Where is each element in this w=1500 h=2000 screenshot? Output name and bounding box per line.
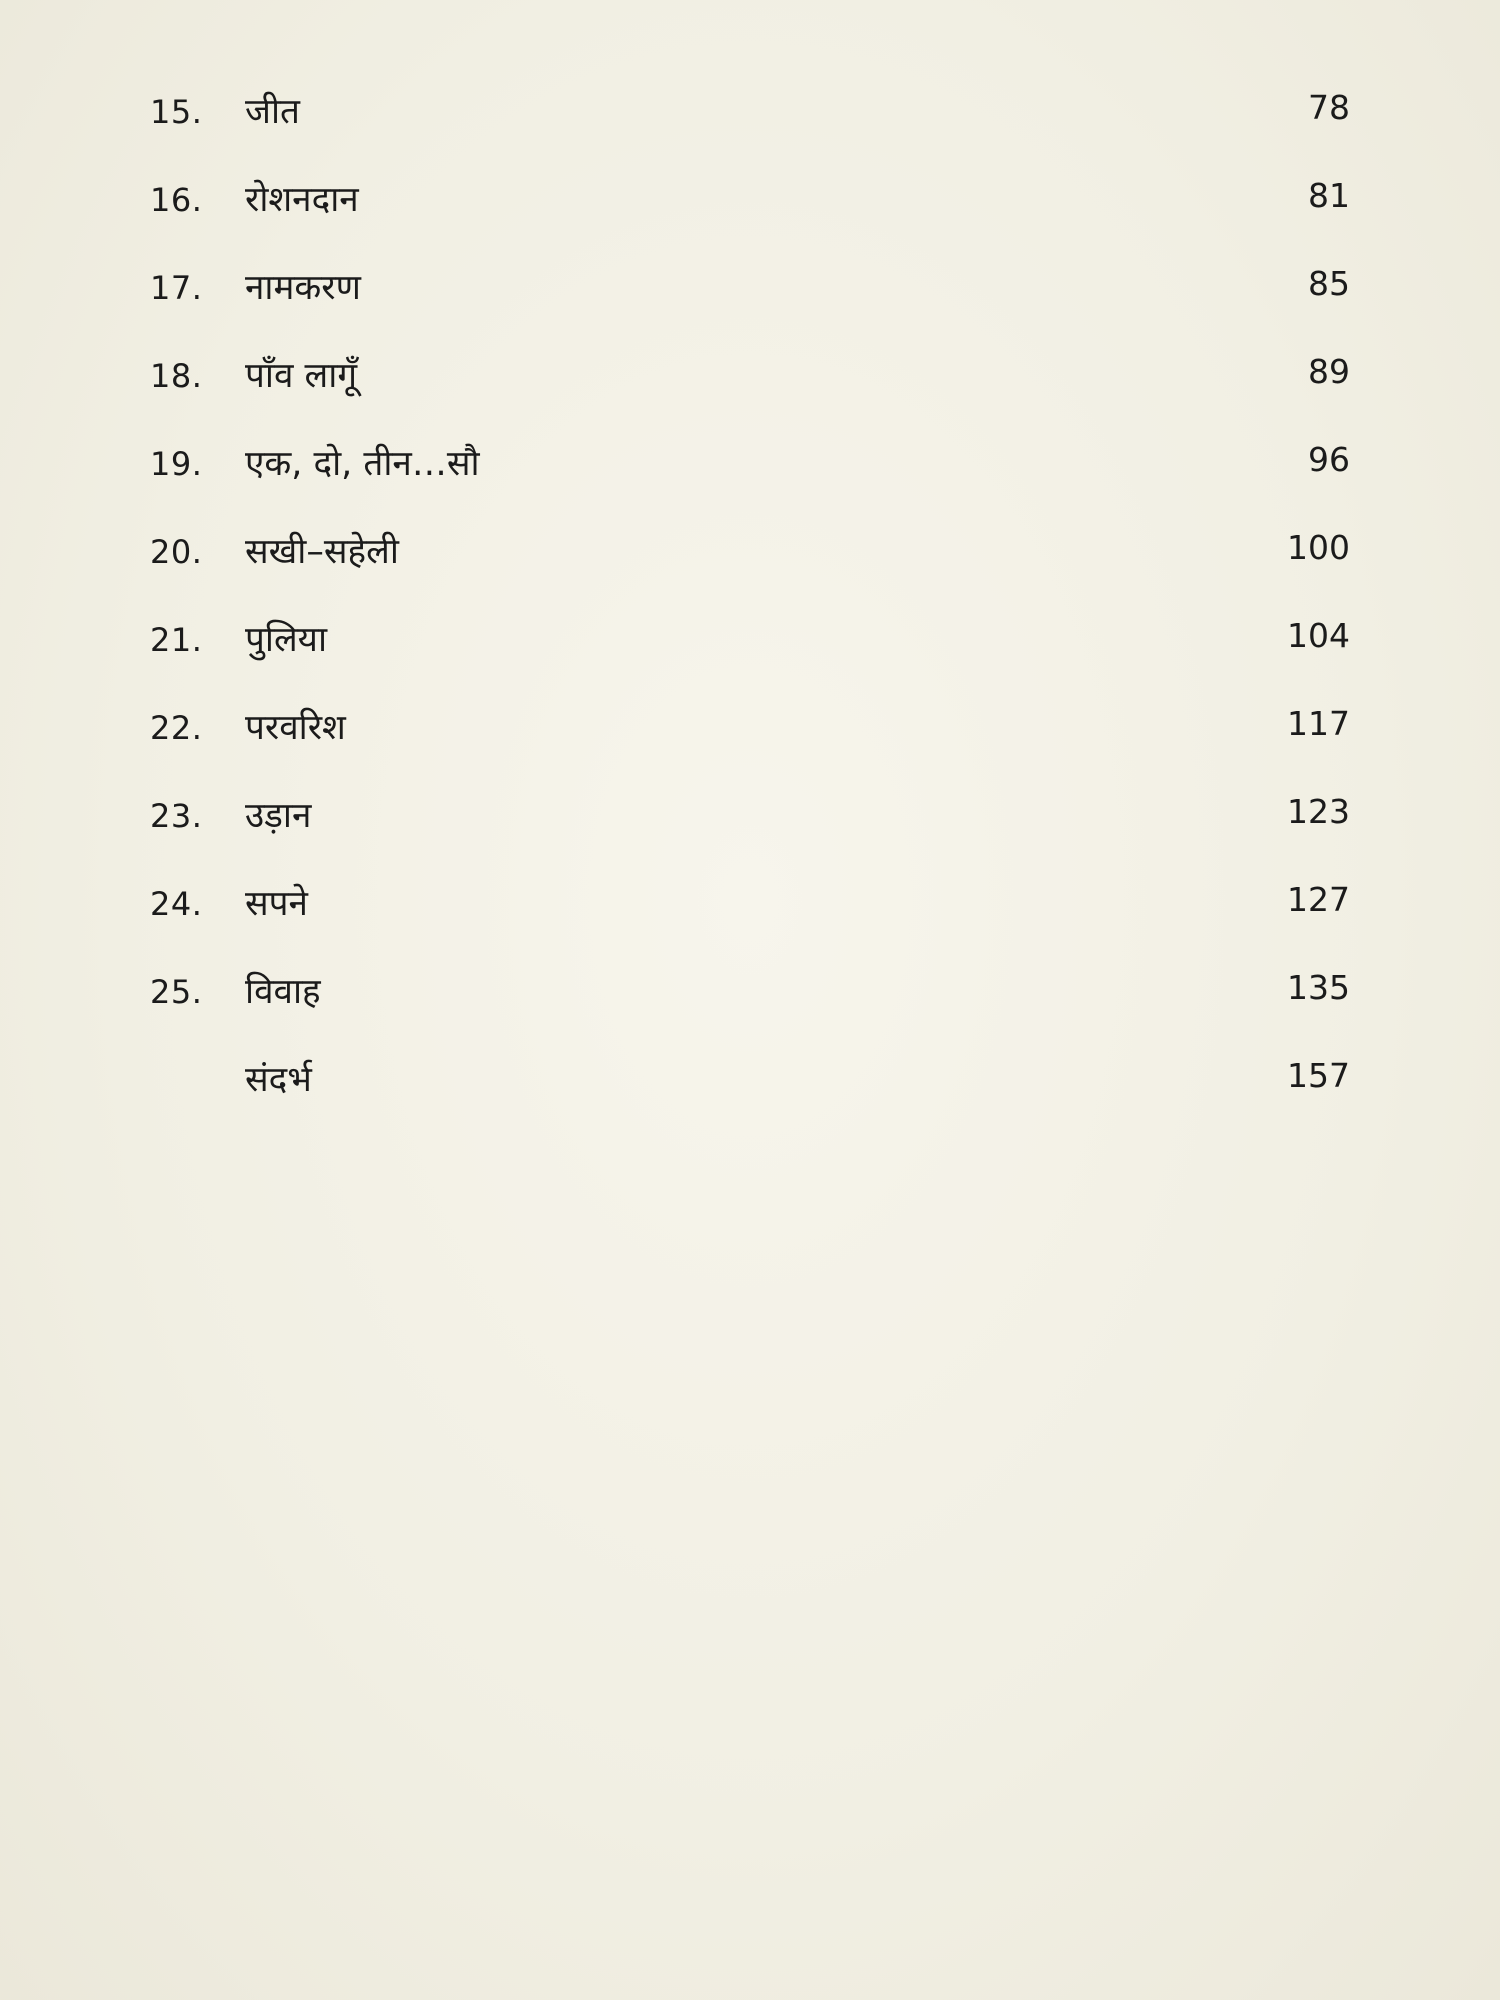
toc-entry	[150, 788, 1350, 876]
entry-title: संदर्भ	[245, 1060, 312, 1100]
entry-number: 23.	[150, 797, 203, 835]
entry-number: 17.	[150, 269, 203, 307]
entry-number: 19.	[150, 445, 203, 483]
entry-title: विवाह	[245, 972, 321, 1012]
entry-page-number: 100	[1287, 528, 1350, 567]
entry-page-number: 127	[1287, 880, 1350, 919]
entry-number: 15.	[150, 93, 203, 131]
toc-entry	[150, 876, 1350, 964]
entry-title: सपने	[245, 884, 308, 924]
entry-page-number: 117	[1287, 704, 1350, 743]
toc-entry	[150, 260, 1350, 348]
entry-page-number: 85	[1308, 264, 1350, 303]
entry-title: परवरिश	[245, 708, 346, 748]
toc-entry	[150, 524, 1350, 612]
entry-page-number: 89	[1308, 352, 1350, 391]
entry-title: सखी–सहेली	[245, 532, 399, 572]
entry-title: नामकरण	[245, 268, 361, 308]
toc-entry	[150, 172, 1350, 260]
entry-number: 20.	[150, 533, 203, 571]
toc-entry	[150, 436, 1350, 524]
entry-title: उड़ान	[245, 796, 312, 836]
toc-entry	[150, 1052, 1350, 1140]
entry-page-number: 157	[1287, 1056, 1350, 1095]
table-of-contents	[150, 84, 1350, 1140]
toc-entry	[150, 964, 1350, 1052]
toc-entry	[150, 84, 1350, 172]
entry-number: 16.	[150, 181, 203, 219]
entry-page-number: 96	[1308, 440, 1350, 479]
entry-title: पुलिया	[245, 620, 328, 660]
entry-title: एक, दो, तीन…सौ	[245, 444, 480, 484]
entry-page-number: 78	[1308, 88, 1350, 127]
toc-entry	[150, 700, 1350, 788]
entry-title: रोशनदान	[245, 180, 359, 220]
entry-page-number: 104	[1287, 616, 1350, 655]
toc-entry	[150, 612, 1350, 700]
toc-entry	[150, 348, 1350, 436]
entry-number: 24.	[150, 885, 203, 923]
entry-page-number: 135	[1287, 968, 1350, 1007]
entry-page-number: 123	[1287, 792, 1350, 831]
entry-page-number: 81	[1308, 176, 1350, 215]
entry-number: 21.	[150, 621, 203, 659]
entry-title: पाँव लागूँ	[245, 356, 358, 396]
entry-number: 18.	[150, 357, 203, 395]
entry-number: 25.	[150, 973, 203, 1011]
entry-number: 22.	[150, 709, 203, 747]
entry-title: जीत	[245, 92, 300, 132]
